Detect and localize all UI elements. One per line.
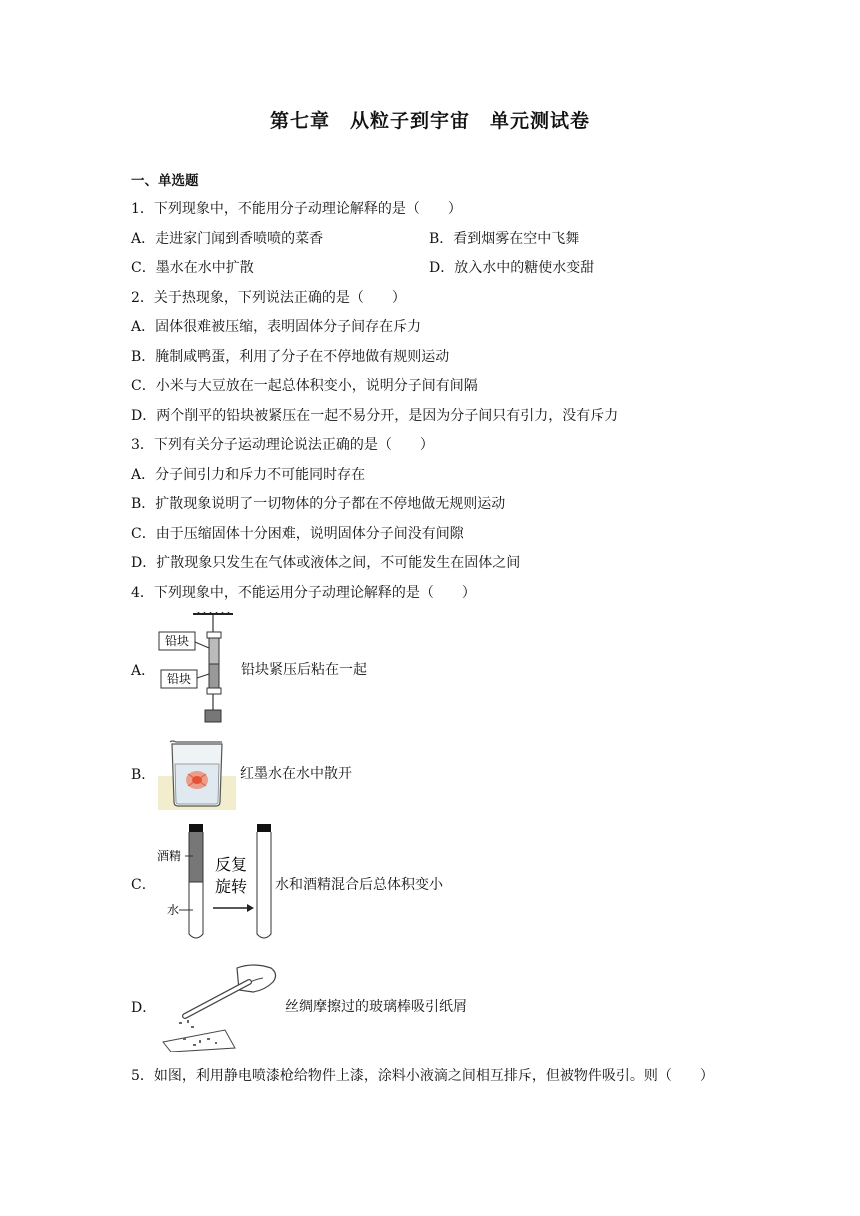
q1-option-b: B．看到烟雾在空中飞舞 (429, 231, 580, 247)
q1-option-a: A．走进家门闻到香喷喷的菜香 (131, 231, 324, 247)
q3-stem: 3．下列有关分子运动理论说法正确的是（ ） (131, 437, 434, 453)
q2-option-d: D．两个削平的铅块被紧压在一起不易分开，是因为分子间只有引力，没有斥力 (131, 408, 619, 424)
q4-option-c-letter: C． (131, 877, 156, 893)
arrow-label-line1: 反复 (215, 855, 248, 874)
q1-stem: 1．下列现象中，不能用分子动理论解释的是（ ） (131, 201, 462, 217)
q4-option-a-caption: 铅块紧压后粘在一起 (241, 662, 367, 678)
q3-option-d: D．扩散现象只发生在气体或液体之间，不可能发生在固体之间 (131, 555, 521, 571)
q5-stem: 5．如图，利用静电喷漆枪给物件上漆，涂料小液滴之间相互排斥，但被物件吸引。则（ ） (131, 1068, 714, 1084)
q4-option-a-letter: A． (131, 663, 156, 679)
lead-label-top: 铅块 (164, 634, 190, 648)
q3-option-c: C．由于压缩固体十分困难，说明固体分子间没有间隙 (131, 526, 464, 542)
beaker-red-ink-figure (158, 738, 236, 810)
glass-rod-paper-figure (155, 960, 281, 1052)
q1-option-d: D．放入水中的糖使水变甜 (429, 260, 595, 276)
q3-option-b: B．扩散现象说明了一切物体的分子都在不停地做无规则运动 (131, 496, 506, 512)
q4-option-b-caption: 红墨水在水中散开 (240, 766, 352, 782)
alcohol-water-figure (155, 822, 275, 944)
q4-option-d-caption: 丝绸摩擦过的玻璃棒吸引纸屑 (285, 999, 467, 1015)
q2-stem: 2．关于热现象，下列说法正确的是（ ） (131, 290, 406, 306)
alcohol-label: 酒精 (157, 849, 182, 863)
section-heading: 一、单选题 (131, 173, 199, 189)
q2-option-b: B．腌制咸鸭蛋，利用了分子在不停地做有规则运动 (131, 349, 450, 365)
page-title: 第七章 从粒子到宇宙 单元测试卷 (269, 110, 590, 132)
q4-option-d-letter: D． (131, 1000, 157, 1016)
q3-option-a: A．分子间引力和斥力不可能同时存在 (131, 467, 366, 483)
q4-option-c-caption: 水和酒精混合后总体积变小 (275, 877, 443, 893)
q4-option-b-letter: B． (131, 767, 156, 783)
water-label: 水 (167, 903, 180, 917)
lead-label-bottom: 铅块 (166, 672, 192, 686)
q1-option-c: C．墨水在水中扩散 (131, 260, 254, 276)
q2-option-a: A．固体很难被压缩，表明固体分子间存在斥力 (131, 319, 422, 335)
q4-stem: 4．下列现象中，不能运用分子动理论解释的是（ ） (131, 585, 476, 601)
q2-option-c: C．小米与大豆放在一起总体积变小，说明分子间有间隔 (131, 378, 478, 394)
arrow-label-line2: 旋转 (215, 877, 248, 896)
lead-blocks-figure (155, 612, 235, 724)
